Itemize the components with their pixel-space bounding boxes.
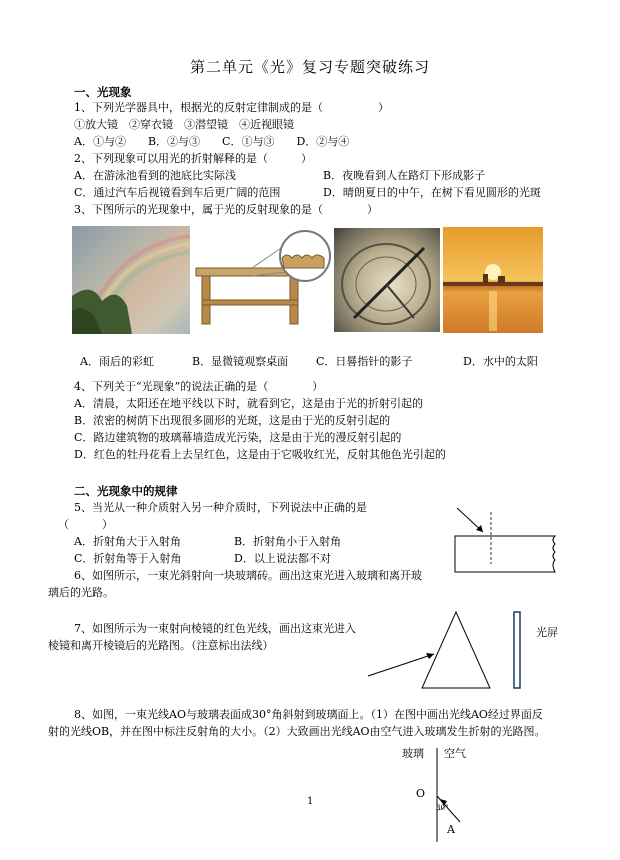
q7-line1: 7、如图所示为一束射向棱镜的红色光线，画出这束光进入 (74, 622, 356, 635)
q4-option-a: A．清晨，太阳还在地平线以下时，就看到它，这是由于光的折射引起的 (74, 397, 423, 410)
q7-line2: 棱镜和离开棱镜后的光路图。（注意标出法线） (48, 639, 274, 652)
q1-stem: 1、下列光学器具中，根据光的反射定律制成的是（ ） (74, 101, 389, 114)
q2-option-d: D．晴朗夏日的中午，在树下看见圆形的光斑 (323, 186, 541, 199)
q3-caption-c: C．日晷指针的影子 (316, 355, 413, 368)
q6-line1: 6、如图所示，一束光斜射向一块玻璃砖。画出这束光进入玻璃和离开玻 (74, 569, 422, 582)
q4-stem: 4、下列关于“光现象”的说法正确的是（ ） (74, 380, 324, 393)
q2-stem: 2、下列现象可以用光的折射解释的是（ ） (74, 152, 312, 165)
glass-block-diagram (453, 502, 563, 582)
q3-caption-d: D．水中的太阳 (463, 355, 538, 368)
q5-option-d: D．以上说法都不对 (234, 552, 331, 565)
q4-option-c: C．路边建筑物的玻璃幕墙造成光污染，这是由于光的漫反射引起的 (74, 431, 402, 444)
light-screen-label: 光屏 (536, 626, 558, 639)
sunset-water-photo (443, 227, 543, 333)
q8-line2: 射的光线OB，并在图中标注反射角的大小。（2）大致画出光线AO由空气进入玻璃发生折射的光路图。 (48, 725, 546, 738)
q5-option-b: B．折射角小于入射角 (234, 535, 342, 548)
q1-items: ①放大镜 ②穿衣镜 ③潜望镜 ④近视眼镜 (74, 118, 294, 131)
q5-stem: 5、当光从一种介质射入另一种介质时，下列说法中正确的是 (74, 501, 367, 514)
q6-line2: 璃后的光路。 (48, 586, 114, 599)
q4-option-b: B．浓密的树荫下出现很多圆形的光斑，这是由于光的反射引起的 (74, 414, 391, 427)
label-point-o: O (416, 787, 426, 800)
label-glass: 玻璃 (402, 747, 424, 760)
q3-caption-b: B．显微镜观察桌面 (192, 355, 289, 368)
label-air: 空气 (444, 747, 466, 760)
q4-option-d: D．红色的牡丹花看上去呈红色，这是由于它吸收红光，反射其他色光引起的 (74, 448, 446, 461)
q5-option-a: A．折射角大于入射角 (74, 535, 181, 548)
microscope-table-drawing (192, 228, 334, 328)
q2-option-b: B．夜晚看到人在路灯下形成影子 (323, 169, 486, 182)
q3-stem: 3、下图所示的光现象中，属于光的反射现象的是（ ） (74, 203, 378, 216)
page-number: 1 (307, 796, 314, 807)
q1-options: A．①与② B．②与③ C．①与③ D．②与④ (74, 135, 350, 148)
page-title: 第二单元《光》复习专题突破练习 (189, 58, 430, 76)
q5-option-c: C．折射角等于入射角 (74, 552, 182, 565)
label-30-degrees: 30° (436, 804, 449, 812)
section-1-heading: 一、光现象 (74, 85, 132, 99)
label-point-a: A (447, 823, 455, 836)
rainbow-photo (72, 226, 190, 334)
q2-option-a: A．在游泳池看到的池底比实际浅 (74, 169, 236, 182)
light-screen (512, 610, 524, 690)
q5-paren: （ ） (58, 518, 113, 531)
q8-line1: 8、如图，一束光线AO与玻璃表面成30°角斜射到玻璃面上。（1）在图中画出光线AO经过界面反 (74, 708, 543, 721)
q2-option-c: C．通过汽车后视镜看到车后更广阔的范围 (74, 186, 281, 199)
prism-diagram (362, 610, 512, 690)
q3-caption-a: A．雨后的彩虹 (80, 355, 154, 368)
section-2-heading: 二、光现象中的规律 (74, 484, 178, 498)
sundial-photo (334, 228, 440, 332)
